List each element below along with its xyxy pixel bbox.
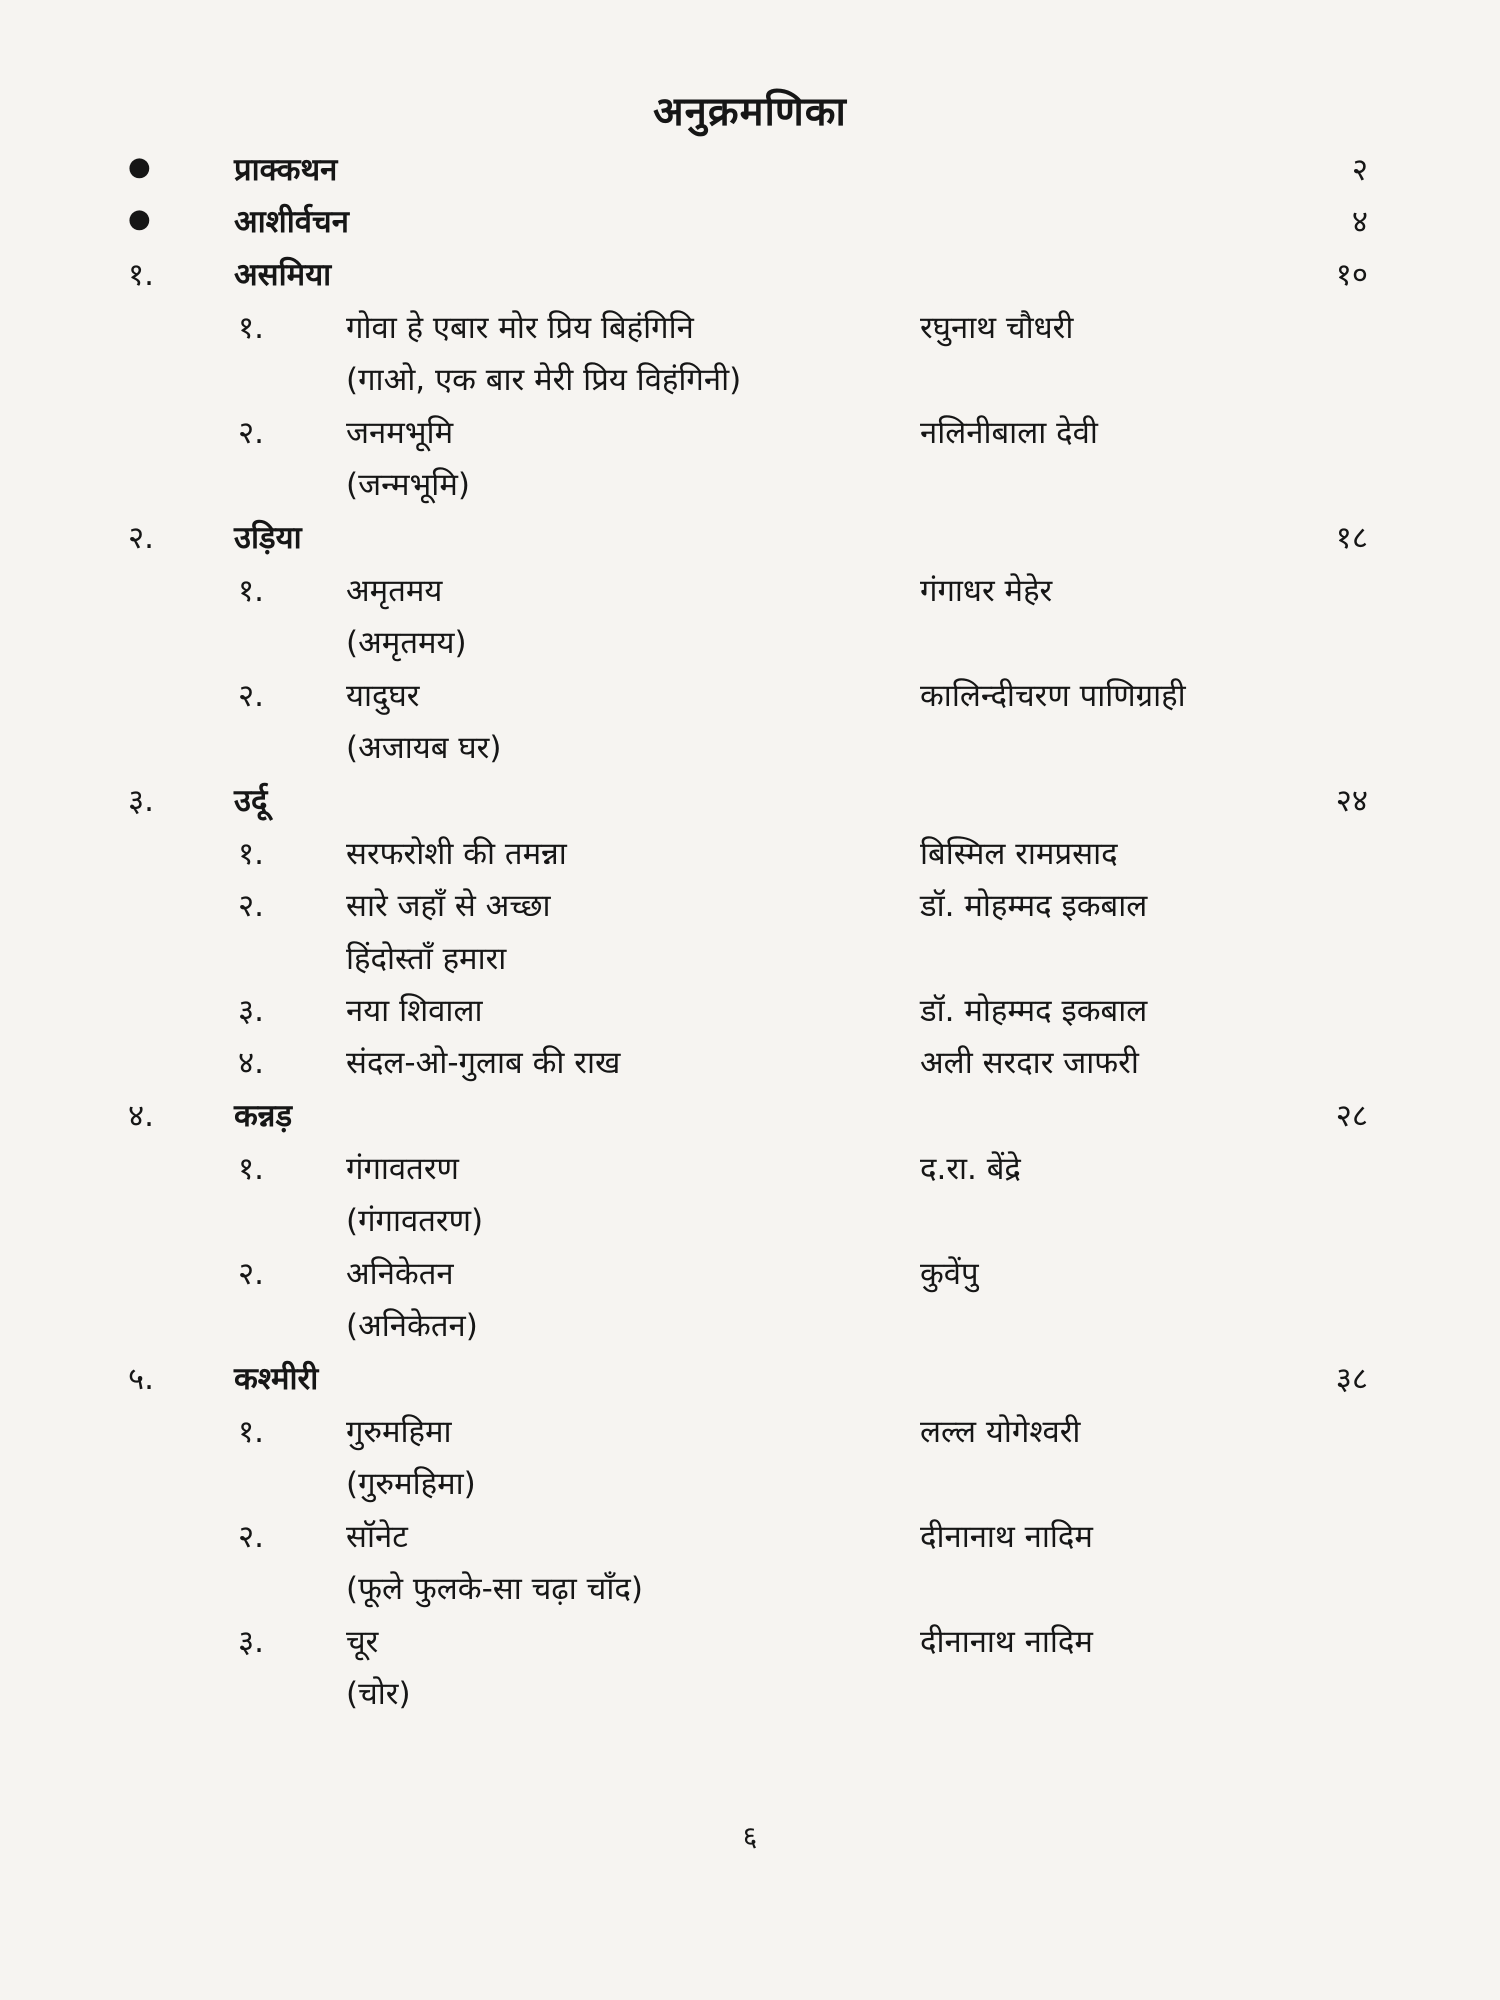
toc-item-subtitle-row (0, 1304, 1500, 1354)
section-number: २. (128, 520, 154, 556)
item-author: नलिनीबाला देवी (920, 415, 1098, 451)
item-title: संदल-ओ-गुलाब की राख (346, 1045, 621, 1081)
item-title: नया शिवाला (346, 993, 483, 1029)
section-number: ३. (128, 783, 154, 819)
item-subtitle: (चोर) (346, 1676, 411, 1712)
item-number: ३. (238, 993, 264, 1029)
page-number: २४ (1335, 783, 1368, 819)
page-number: ४ (1351, 204, 1368, 240)
page-number: २८ (1335, 1098, 1368, 1134)
item-number: १. (238, 1414, 264, 1450)
item-subtitle: (जन्मभूमि) (346, 467, 470, 503)
item-title: सॉनेट (346, 1519, 408, 1555)
toc-item-row (0, 1252, 1500, 1302)
item-title: जनमभूमि (346, 415, 454, 451)
toc-item-subtitle-row (0, 937, 1500, 987)
item-title: चूर (346, 1624, 379, 1660)
item-author: बिस्मिल रामप्रसाद (920, 836, 1118, 872)
item-author: दीनानाथ नादिम (920, 1624, 1093, 1660)
item-number: १. (238, 573, 264, 609)
item-number: २. (238, 678, 264, 714)
item-title: गंगावतरण (346, 1151, 459, 1187)
item-author: दीनानाथ नादिम (920, 1519, 1093, 1555)
item-number: ३. (238, 1624, 264, 1660)
item-title: सारे जहाँ से अच्छा (346, 888, 551, 924)
toc-section-row (0, 779, 1500, 829)
toc-item-subtitle-row (0, 1567, 1500, 1617)
toc-section-row (0, 1357, 1500, 1407)
item-title: अमृतमय (346, 573, 443, 609)
item-subtitle: (अमृतमय) (346, 625, 467, 661)
front-title: प्राक्कथन (234, 152, 338, 188)
item-subtitle: (फूले फुलके-सा चढ़ा चाँद) (346, 1571, 643, 1607)
item-number: १. (238, 310, 264, 346)
item-title: गुरुमहिमा (346, 1414, 452, 1450)
toc-item-row (0, 411, 1500, 461)
item-number: २. (238, 415, 264, 451)
item-number: २. (238, 1256, 264, 1292)
toc-section-row (0, 516, 1500, 566)
item-title: अनिकेतन (346, 1256, 454, 1292)
item-title: यादुघर (346, 678, 420, 714)
item-number: ४. (238, 1045, 264, 1081)
toc-item-row (0, 569, 1500, 619)
toc-item-subtitle-row (0, 621, 1500, 671)
section-number: ५. (128, 1361, 154, 1397)
section-title: उर्दू (234, 783, 268, 819)
item-subtitle: (अजायब घर) (346, 730, 502, 766)
item-author: रघुनाथ चौधरी (920, 310, 1074, 346)
section-title: उड़िया (234, 520, 302, 556)
toc-item-subtitle-row (0, 463, 1500, 513)
item-author: डॉ. मोहम्मद इकबाल (920, 888, 1148, 924)
page-title: अनुक्रमणिका (653, 89, 847, 135)
item-number: १. (238, 836, 264, 872)
toc-item-row (0, 1041, 1500, 1091)
bullet-icon: ● (128, 152, 151, 182)
item-number: २. (238, 888, 264, 924)
toc-section-row (0, 1094, 1500, 1144)
item-author: डॉ. मोहम्मद इकबाल (920, 993, 1148, 1029)
page-number: १८ (1335, 520, 1368, 556)
toc-item-row (0, 674, 1500, 724)
toc-front-row (0, 148, 1500, 198)
page-number: १० (1335, 257, 1368, 293)
section-number: ४. (128, 1098, 154, 1134)
item-author: अली सरदार जाफरी (920, 1045, 1139, 1081)
toc-section-row (0, 253, 1500, 303)
section-title: कश्मीरी (234, 1361, 319, 1397)
item-title: गोवा हे एबार मोर प्रिय बिहंगिनि (346, 310, 694, 346)
item-subtitle: (गुरुमहिमा) (346, 1466, 476, 1502)
toc-item-row (0, 1410, 1500, 1460)
toc-item-row (0, 1515, 1500, 1565)
toc-item-subtitle-row (0, 726, 1500, 776)
toc-item-row (0, 884, 1500, 934)
toc-item-row (0, 1147, 1500, 1197)
item-author: कुवेंपु (920, 1256, 979, 1292)
item-subtitle: (गाओ, एक बार मेरी प्रिय विहंगिनी) (346, 362, 742, 398)
section-title: असमिया (234, 257, 332, 293)
item-subtitle: (गंगावतरण) (346, 1203, 484, 1239)
toc-item-row (0, 1620, 1500, 1670)
section-title: कन्नड़ (234, 1098, 293, 1134)
toc-front-row (0, 200, 1500, 250)
front-title: आशीर्वचन (234, 204, 349, 240)
page-number: २ (1351, 152, 1368, 188)
item-author: लल्ल योगेश्वरी (920, 1414, 1081, 1450)
item-number: २. (238, 1519, 264, 1555)
toc-item-subtitle-row (0, 358, 1500, 408)
section-number: १. (128, 257, 154, 293)
item-author: द.रा. बेंद्रे (920, 1151, 1021, 1187)
footer-page-number: ६ (742, 1820, 758, 1853)
toc-item-subtitle-row (0, 1199, 1500, 1249)
toc-item-subtitle-row (0, 1672, 1500, 1722)
toc-item-row (0, 832, 1500, 882)
toc-item-row (0, 306, 1500, 356)
item-number: १. (238, 1151, 264, 1187)
page-number: ३८ (1335, 1361, 1368, 1397)
toc-item-subtitle-row (0, 1462, 1500, 1512)
bullet-icon: ● (128, 204, 151, 234)
toc-item-row (0, 989, 1500, 1039)
item-title: सरफरोशी की तमन्ना (346, 836, 567, 872)
item-subtitle: हिंदोस्ताँ हमारा (346, 941, 507, 977)
item-author: कालिन्दीचरण पाणिग्राही (920, 678, 1186, 714)
item-subtitle: (अनिकेतन) (346, 1308, 478, 1344)
item-author: गंगाधर मेहेर (920, 573, 1053, 609)
